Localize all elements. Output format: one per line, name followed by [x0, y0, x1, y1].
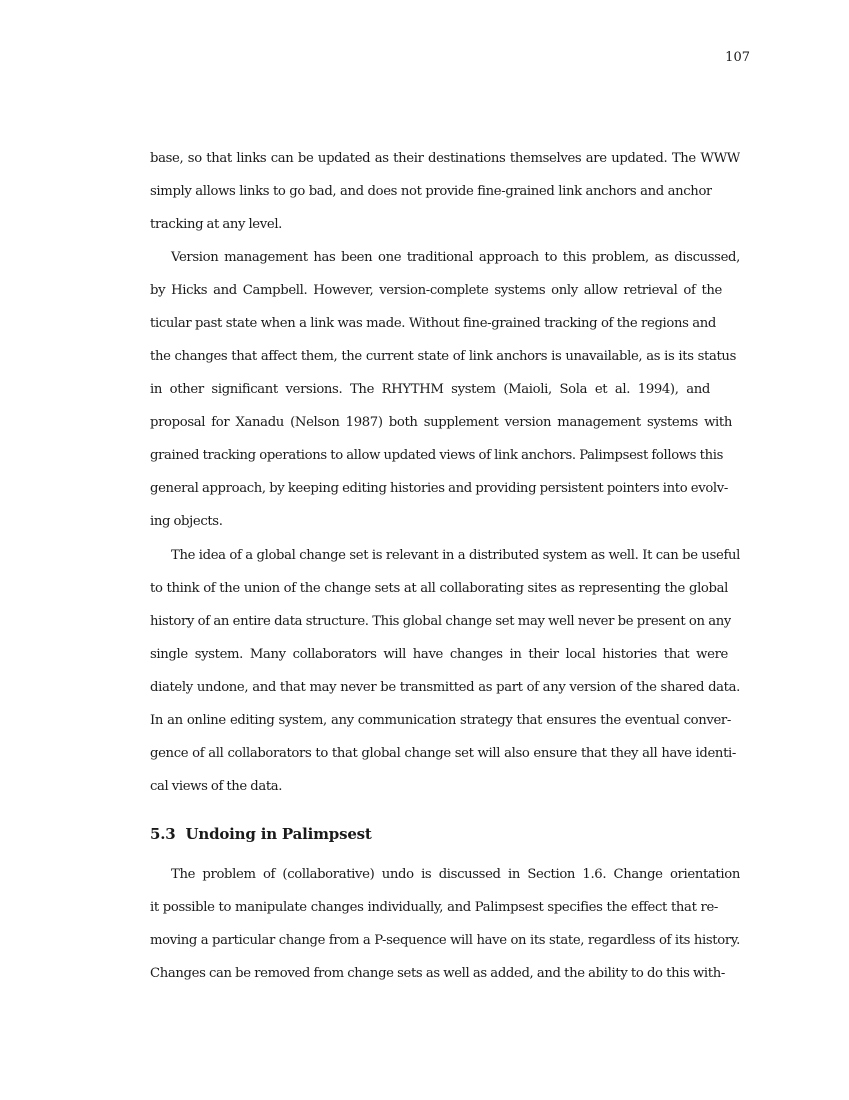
text-line: by Hicks and Campbell. However, version-complete systems only allow retrieval of the	[150, 283, 722, 298]
text-line: ticular past state when a link was made. Without fine-grained tracking of the regions and	[150, 316, 716, 331]
text-line: The idea of a global change set is relevant in a distributed system as well. It can be useful	[171, 548, 740, 563]
text-line: in other significant versions. The RHYTHM system (Maioli, Sola et al. 1994), and	[150, 382, 710, 397]
text-line: base, so that links can be updated as their destinations themselves are updated. The WWW	[150, 151, 740, 166]
text-line: ing objects.	[150, 514, 223, 529]
text-line: proposal for Xanadu (Nelson 1987) both supplement version management systems with	[150, 415, 732, 430]
text-line: moving a particular change from a P-sequence will have on its state, regardless of its history.	[150, 933, 740, 948]
paragraph-1	[150, 142, 740, 241]
text-line: simply allows links to go bad, and does not provide fine-grained link anchors and anchor	[150, 184, 712, 199]
text-line: it possible to manipulate changes individually, and Palimpsest specifies the effect that re-	[150, 900, 718, 915]
text-line: general approach, by keeping editing histories and providing persistent pointers into evolv-	[150, 481, 728, 496]
paragraph-4	[150, 858, 740, 990]
paragraph-2	[150, 241, 740, 538]
text-line: history of an entire data structure. This global change set may well never be present on any	[150, 614, 731, 629]
text-line: gence of all collaborators to that global change set will also ensure that they all have identi-	[150, 746, 736, 761]
text-line: to think of the union of the change sets at all collaborating sites as representing the global	[150, 581, 728, 596]
text-line: tracking at any level.	[150, 217, 283, 232]
text-line: Changes can be removed from change sets as well as added, and the ability to do this with-	[150, 966, 725, 981]
text-line: grained tracking operations to allow updated views of link anchors. Palimpsest follows this	[150, 448, 723, 463]
page-number: 107	[725, 50, 750, 65]
text-line: diately undone, and that may never be transmitted as part of any version of the shared data.	[150, 680, 740, 695]
paragraph-3	[150, 539, 740, 803]
text-line: single system. Many collaborators will have changes in their local histories that were	[150, 647, 728, 662]
section-number: 5.3	[150, 825, 176, 843]
text-line: The problem of (collaborative) undo is discussed in Section 1.6. Change orientation	[171, 867, 740, 882]
text-line: In an online editing system, any communication strategy that ensures the eventual conver-	[150, 713, 731, 728]
section-heading	[150, 824, 372, 844]
text-line: the changes that affect them, the current state of link anchors is unavailable, as is its status	[150, 349, 736, 364]
section-title: Undoing in Palimpsest	[185, 825, 372, 843]
text-line: Version management has been one traditional approach to this problem, as discussed,	[171, 250, 740, 265]
text-line: cal views of the data.	[150, 779, 283, 794]
